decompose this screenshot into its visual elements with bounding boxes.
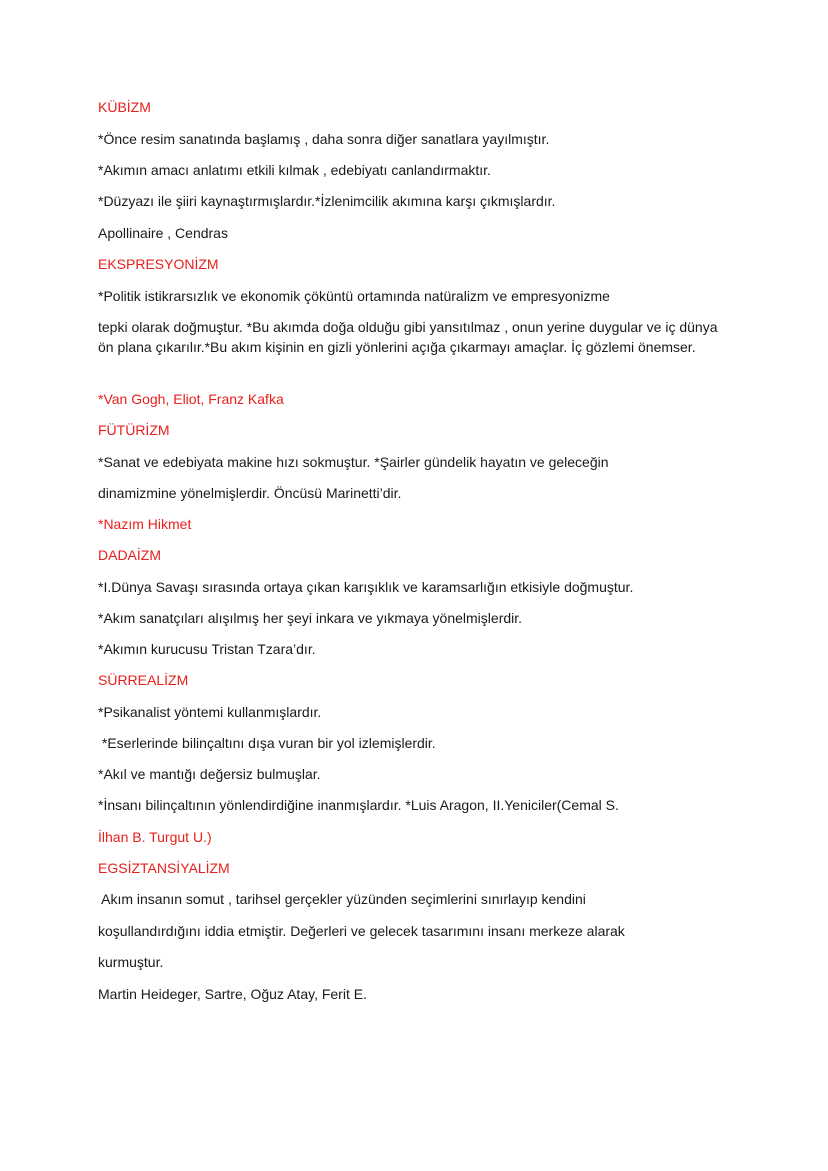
- paragraph-line: *Politik istikrarsızlık ve ekonomik çöküntü ortamında natüralizm ve empresyonizme: [98, 288, 610, 304]
- heading-dadaizm: DADAİZM: [98, 547, 161, 563]
- heading-surrealizm: SÜRREALİZM: [98, 672, 189, 688]
- representatives-futurizm: *Nazım Hikmet: [98, 516, 192, 532]
- representatives-surrealizm: İlhan B. Turgut U.): [98, 829, 212, 845]
- paragraph-line: *I.Dünya Savaşı sırasında ortaya çıkan karışıklık ve karamsarlığın etkisiyle doğmuştur.: [98, 579, 634, 595]
- paragraph-line: koşullandırdığını iddia etmiştir. Değerleri ve gelecek tasarımını insanı merkeze alarak: [98, 923, 625, 939]
- heading-egzistansiyalizm: EGSİZTANSİYALİZM: [98, 860, 230, 876]
- representatives-ekspresyonizm: *Van Gogh, Eliot, Franz Kafka: [98, 391, 284, 407]
- paragraph-line: *Psikanalist yöntemi kullanmışlardır.: [98, 704, 322, 720]
- heading-futurizm: FÜTÜRİZM: [98, 422, 170, 438]
- heading-ekspresyonizm: EKSPRESYONİZM: [98, 256, 219, 272]
- paragraph-line: Apollinaire , Cendras: [98, 225, 228, 241]
- paragraph-line: *Önce resim sanatında başlamış , daha sonra diğer sanatlara yayılmıştır.: [98, 131, 550, 147]
- paragraph-line: *Eserlerinde bilinçaltını dışa vuran bir yol izlemişlerdir.: [98, 735, 436, 751]
- paragraph-line: Akım insanın somut , tarihsel gerçekler yüzünden seçimlerini sınırlayıp kendini: [98, 891, 586, 907]
- paragraph-line: *Düzyazı ile şiiri kaynaştırmışlardır.*İzlenimcilik akımına karşı çıkmışlardır.: [98, 193, 556, 209]
- heading-kubizm: KÜBİZM: [98, 99, 151, 115]
- paragraph-line: Martin Heideger, Sartre, Oğuz Atay, Ferit E.: [98, 986, 367, 1002]
- paragraph-line: *Sanat ve edebiyata makine hızı sokmuştur. *Şairler gündelik hayatın ve geleceğin: [98, 454, 609, 470]
- paragraph-line: *Akımın amacı anlatımı etkili kılmak , edebiyatı canlandırmaktır.: [98, 162, 491, 178]
- paragraph-line: dinamizmine yönelmişlerdir. Öncüsü Marinetti’dir.: [98, 485, 402, 501]
- paragraph-line: *Akıl ve mantığı değersiz bulmuşlar.: [98, 766, 321, 782]
- paragraph-line: *İnsanı bilinçaltının yönlendirdiğine inanmışlardır. *Luis Aragon, II.Yeniciler(Cemal S.: [98, 797, 619, 813]
- paragraph-line: kurmuştur.: [98, 954, 164, 970]
- paragraph-line: *Akımın kurucusu Tristan Tzara’dır.: [98, 641, 316, 657]
- paragraph-block: tepki olarak doğmuştur. *Bu akımda doğa olduğu gibi yansıtılmaz , onun yerine duygular ve iç dünya ön plana çıkarılır.*Bu akım kişinin en gizli yönlerini açığa çıkarmayı amaçlar. İç gözlemi önemser.: [98, 319, 718, 355]
- paragraph-line: *Akım sanatçıları alışılmış her şeyi inkara ve yıkmaya yönelmişlerdir.: [98, 610, 523, 626]
